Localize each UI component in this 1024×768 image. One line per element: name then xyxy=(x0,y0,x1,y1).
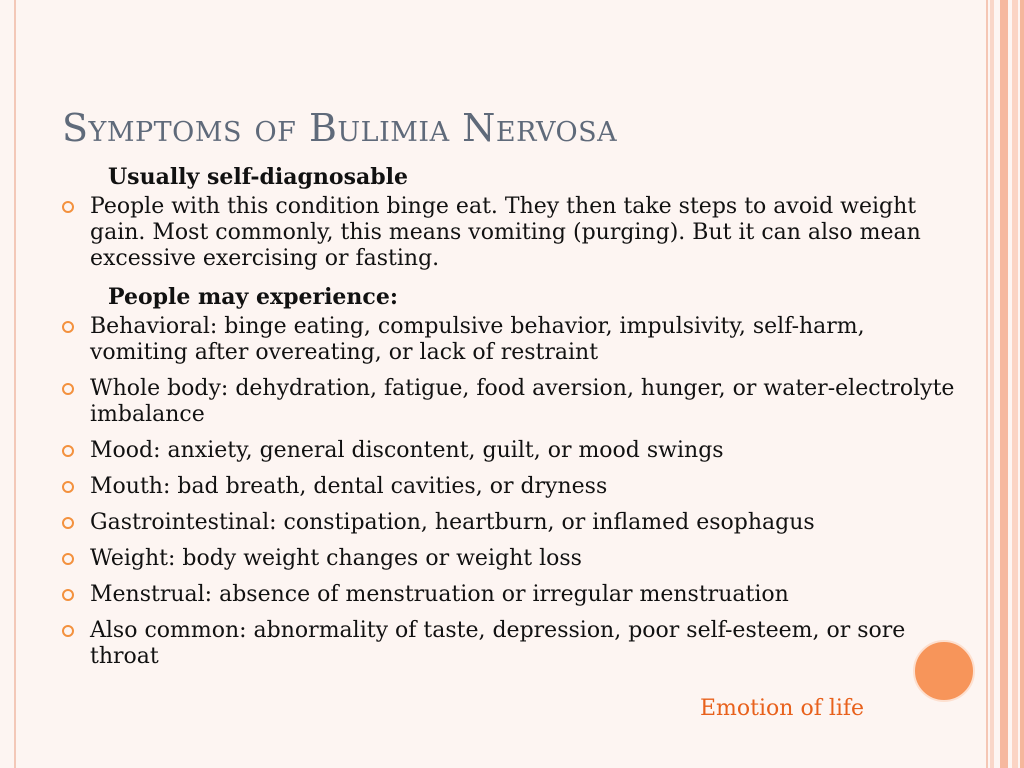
circle-bullet-icon xyxy=(62,445,74,457)
circle-bullet-icon xyxy=(62,383,74,395)
slide-content xyxy=(62,162,962,680)
list-item xyxy=(62,194,962,272)
intro-list xyxy=(62,194,962,272)
border-stripe xyxy=(1000,0,1008,768)
circle-bullet-icon xyxy=(62,553,74,565)
list-item-text: Behavioral: binge eating, compulsive behavior, impulsivity, self-harm, vomiting after overeating, or lack of restraint xyxy=(90,314,865,365)
list-item-text: Menstrual: absence of menstruation or irregular menstruation xyxy=(90,582,789,607)
list-item-text: Also common: abnormality of taste, depression, poor self-esteem, or sore throat xyxy=(90,618,906,669)
left-border-line xyxy=(14,0,16,768)
border-stripe xyxy=(1020,0,1024,768)
circle-bullet-icon xyxy=(62,201,74,213)
right-border-stripes xyxy=(974,0,1024,768)
list-item xyxy=(62,474,962,500)
list-item xyxy=(62,582,962,608)
circle-bullet-icon xyxy=(62,481,74,493)
circle-bullet-icon xyxy=(62,321,74,333)
list-item xyxy=(62,546,962,572)
circle-bullet-icon xyxy=(62,589,74,601)
slide-title: Symptoms of Bulimia Nervosa xyxy=(62,106,618,150)
border-stripe xyxy=(990,0,994,768)
list-item-text: Mouth: bad breath, dental cavities, or dryness xyxy=(90,474,608,499)
circle-bullet-icon xyxy=(62,625,74,637)
circle-bullet-icon xyxy=(62,517,74,529)
list-item xyxy=(62,510,962,536)
footer-text: Emotion of life xyxy=(700,696,865,721)
list-item-text: People with this condition binge eat. They then take steps to avoid weight gain. Most commonly, this means vomiting (purging). But it can also mean excessive exercising or fasting. xyxy=(90,194,921,271)
list-item xyxy=(62,438,962,464)
list-item xyxy=(62,618,962,670)
symptom-list xyxy=(62,314,962,670)
list-item xyxy=(62,376,962,428)
subheading-people-may-experience: People may experience: xyxy=(108,284,398,310)
orange-circle-icon xyxy=(913,640,975,702)
list-item-text: Whole body: dehydration, fatigue, food aversion, hunger, or water-electrolyte imbalance xyxy=(90,376,955,427)
subheading-self-diagnosable: Usually self-diagnosable xyxy=(108,164,408,190)
border-stripe xyxy=(986,0,988,768)
list-item-text: Mood: anxiety, general discontent, guilt, or mood swings xyxy=(90,438,724,463)
list-item-text: Gastrointestinal: constipation, heartburn, or inflamed esophagus xyxy=(90,510,815,535)
border-stripe xyxy=(1012,0,1018,768)
list-item xyxy=(62,314,962,366)
list-item-text: Weight: body weight changes or weight loss xyxy=(90,546,582,571)
